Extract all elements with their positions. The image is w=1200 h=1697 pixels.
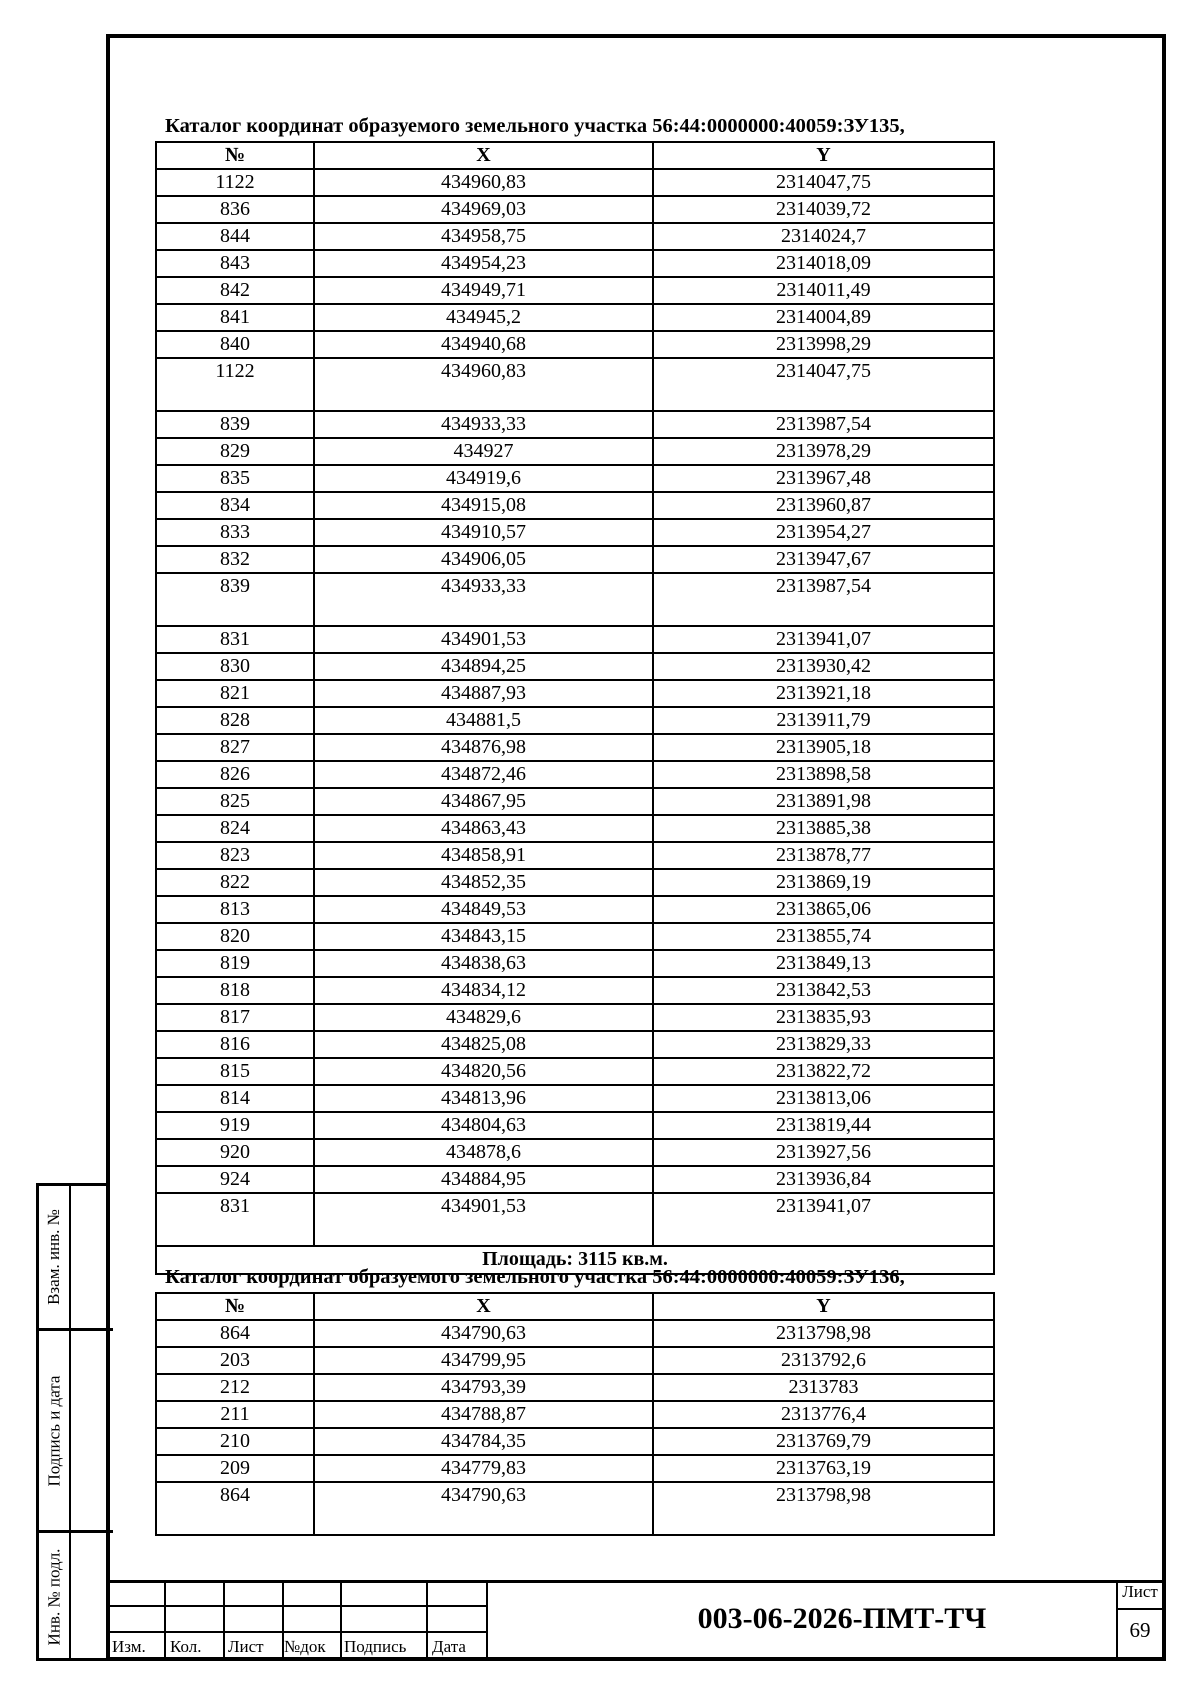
y-coordinate-cell: 2313921,18 (653, 680, 994, 707)
x-coordinate-cell: 434969,03 (314, 196, 653, 223)
y-coordinate-cell: 2314018,09 (653, 250, 994, 277)
point-number-cell: 843 (156, 250, 314, 277)
y-coordinate-cell: 2314011,49 (653, 277, 994, 304)
y-coordinate-cell: 2313822,72 (653, 1058, 994, 1085)
point-number-cell: 920 (156, 1139, 314, 1166)
point-number-cell: 833 (156, 519, 314, 546)
catalog-1-table (155, 141, 995, 1275)
y-coordinate-cell: 2313865,06 (653, 896, 994, 923)
point-number-cell: 836 (156, 196, 314, 223)
point-number-cell: 816 (156, 1031, 314, 1058)
table-row (156, 438, 994, 465)
x-coordinate-cell: 434933,33 (314, 411, 653, 438)
y-coordinate-cell: 2313967,48 (653, 465, 994, 492)
y-coordinate-cell: 2313998,29 (653, 331, 994, 358)
table-row (156, 1085, 994, 1112)
x-coordinate-cell: 434919,6 (314, 465, 653, 492)
x-coordinate-cell: 434843,15 (314, 923, 653, 950)
y-coordinate-cell: 2314039,72 (653, 196, 994, 223)
y-coordinate-cell: 2313869,19 (653, 869, 994, 896)
point-number-cell: 817 (156, 1004, 314, 1031)
y-coordinate-cell: 2313835,93 (653, 1004, 994, 1031)
point-number-cell: 1122 (156, 358, 314, 411)
x-coordinate-cell: 434915,08 (314, 492, 653, 519)
y-coordinate-cell: 2313898,58 (653, 761, 994, 788)
table-row (156, 815, 994, 842)
y-coordinate-cell: 2313954,27 (653, 519, 994, 546)
table-row (156, 169, 994, 196)
y-coordinate-cell: 2313941,07 (653, 626, 994, 653)
x-coordinate-cell: 434945,2 (314, 304, 653, 331)
point-number-cell: 211 (156, 1401, 314, 1428)
table-row (156, 1320, 994, 1347)
y-coordinate-cell: 2313819,44 (653, 1112, 994, 1139)
y-coordinate-cell: 2313927,56 (653, 1139, 994, 1166)
table-row (156, 304, 994, 331)
table-row (156, 1058, 994, 1085)
point-number-cell: 831 (156, 1193, 314, 1246)
y-coordinate-cell: 2313798,98 (653, 1320, 994, 1347)
x-coordinate-cell: 434960,83 (314, 358, 653, 411)
point-number-cell: 826 (156, 761, 314, 788)
x-coordinate-cell: 434901,53 (314, 1193, 653, 1246)
table-row (156, 411, 994, 438)
x-coordinate-cell: 434799,95 (314, 1347, 653, 1374)
y-coordinate-cell: 2313769,79 (653, 1428, 994, 1455)
table-row (156, 1166, 994, 1193)
point-number-cell: 210 (156, 1428, 314, 1455)
table-row (156, 761, 994, 788)
title-block-label-ndok: №док (284, 1637, 326, 1656)
y-coordinate-cell: 2313829,33 (653, 1031, 994, 1058)
y-coordinate-cell: 2313891,98 (653, 788, 994, 815)
side-stamp-inv-orig (39, 1533, 113, 1661)
x-coordinate-cell: 434852,35 (314, 869, 653, 896)
y-coordinate-cell: 2313849,13 (653, 950, 994, 977)
point-number-cell: 825 (156, 788, 314, 815)
point-number-cell: 829 (156, 438, 314, 465)
table-row (156, 1428, 994, 1455)
point-number-cell: 864 (156, 1482, 314, 1535)
x-coordinate-cell: 434858,91 (314, 842, 653, 869)
table-row (156, 277, 994, 304)
x-coordinate-cell: 434872,46 (314, 761, 653, 788)
x-coordinate-cell: 434790,63 (314, 1482, 653, 1535)
table-row (156, 1374, 994, 1401)
title-block (110, 1580, 1162, 1657)
point-number-cell: 834 (156, 492, 314, 519)
x-coordinate-cell: 434813,96 (314, 1085, 653, 1112)
y-coordinate-cell: 2313842,53 (653, 977, 994, 1004)
point-number-cell: 924 (156, 1166, 314, 1193)
table-row (156, 465, 994, 492)
point-number-cell: 842 (156, 277, 314, 304)
point-number-cell: 844 (156, 223, 314, 250)
table-row (156, 977, 994, 1004)
title-block-label-kol: Кол. (170, 1637, 202, 1656)
point-number-cell: 822 (156, 869, 314, 896)
table-row (156, 707, 994, 734)
point-number-cell: 818 (156, 977, 314, 1004)
x-coordinate-cell: 434894,25 (314, 653, 653, 680)
x-coordinate-cell: 434779,83 (314, 1455, 653, 1482)
y-coordinate-cell: 2314047,75 (653, 169, 994, 196)
table-row (156, 492, 994, 519)
header-x: X (314, 142, 653, 169)
y-coordinate-cell: 2313885,38 (653, 815, 994, 842)
x-coordinate-cell: 434793,39 (314, 1374, 653, 1401)
x-coordinate-cell: 434784,35 (314, 1428, 653, 1455)
x-coordinate-cell: 434958,75 (314, 223, 653, 250)
y-coordinate-cell: 2314047,75 (653, 358, 994, 411)
point-number-cell: 821 (156, 680, 314, 707)
title-block-label-signature: Подпись (344, 1637, 407, 1656)
table-row (156, 1347, 994, 1374)
point-number-cell: 814 (156, 1085, 314, 1112)
header-number: № (156, 142, 314, 169)
y-coordinate-cell: 2313930,42 (653, 653, 994, 680)
point-number-cell: 864 (156, 1320, 314, 1347)
point-number-cell: 841 (156, 304, 314, 331)
x-coordinate-cell: 434838,63 (314, 950, 653, 977)
table-row (156, 680, 994, 707)
x-coordinate-cell: 434863,43 (314, 815, 653, 842)
x-coordinate-cell: 434820,56 (314, 1058, 653, 1085)
table-row (156, 896, 994, 923)
x-coordinate-cell: 434927 (314, 438, 653, 465)
y-coordinate-cell: 2313941,07 (653, 1193, 994, 1246)
point-number-cell: 827 (156, 734, 314, 761)
x-coordinate-cell: 434933,33 (314, 573, 653, 626)
table-row (156, 573, 994, 626)
table-header-row (156, 1293, 994, 1320)
y-coordinate-cell: 2313763,19 (653, 1455, 994, 1482)
table-row (156, 788, 994, 815)
table-row (156, 223, 994, 250)
y-coordinate-cell: 2313798,98 (653, 1482, 994, 1535)
x-coordinate-cell: 434906,05 (314, 546, 653, 573)
title-block-label-list: Лист (228, 1637, 264, 1656)
table-row (156, 1031, 994, 1058)
x-coordinate-cell: 434804,63 (314, 1112, 653, 1139)
side-stamp-sign-date (39, 1331, 113, 1533)
table-row (156, 519, 994, 546)
side-stamp-sign-date-label: Подпись и дата (44, 1375, 63, 1486)
document-code: 003-06-2026-ПМТ-ТЧ (697, 1602, 987, 1635)
point-number-cell: 820 (156, 923, 314, 950)
point-number-cell: 823 (156, 842, 314, 869)
x-coordinate-cell: 434887,93 (314, 680, 653, 707)
table-row (156, 950, 994, 977)
side-stamp-replace-inv (39, 1186, 113, 1331)
table-row (156, 1193, 994, 1246)
point-number-cell: 839 (156, 573, 314, 626)
y-coordinate-cell: 2313783 (653, 1374, 994, 1401)
point-number-cell: 832 (156, 546, 314, 573)
x-coordinate-cell: 434881,5 (314, 707, 653, 734)
y-coordinate-cell: 2313905,18 (653, 734, 994, 761)
x-coordinate-cell: 434849,53 (314, 896, 653, 923)
point-number-cell: 212 (156, 1374, 314, 1401)
title-block-label-date: Дата (432, 1637, 466, 1656)
point-number-cell: 209 (156, 1455, 314, 1482)
table-row (156, 331, 994, 358)
table-row (156, 1401, 994, 1428)
table-row (156, 250, 994, 277)
x-coordinate-cell: 434878,6 (314, 1139, 653, 1166)
point-number-cell: 1122 (156, 169, 314, 196)
y-coordinate-cell: 2313987,54 (653, 573, 994, 626)
table-row (156, 1112, 994, 1139)
y-coordinate-cell: 2313855,74 (653, 923, 994, 950)
sheet-label: Лист (1122, 1582, 1158, 1601)
x-coordinate-cell: 434788,87 (314, 1401, 653, 1428)
side-stamp-replace-inv-label: Взам. инв. № (44, 1209, 63, 1305)
title-block-label-izm: Изм. (112, 1637, 146, 1656)
header-y: Y (653, 1293, 994, 1320)
point-number-cell: 919 (156, 1112, 314, 1139)
x-coordinate-cell: 434940,68 (314, 331, 653, 358)
point-number-cell: 831 (156, 626, 314, 653)
x-coordinate-cell: 434954,23 (314, 250, 653, 277)
y-coordinate-cell: 2313978,29 (653, 438, 994, 465)
x-coordinate-cell: 434790,63 (314, 1320, 653, 1347)
point-number-cell: 813 (156, 896, 314, 923)
point-number-cell: 839 (156, 411, 314, 438)
y-coordinate-cell: 2314024,7 (653, 223, 994, 250)
y-coordinate-cell: 2313947,67 (653, 546, 994, 573)
y-coordinate-cell: 2314004,89 (653, 304, 994, 331)
x-coordinate-cell: 434884,95 (314, 1166, 653, 1193)
x-coordinate-cell: 434825,08 (314, 1031, 653, 1058)
table-row (156, 1139, 994, 1166)
table-row (156, 546, 994, 573)
x-coordinate-cell: 434834,12 (314, 977, 653, 1004)
table-row (156, 869, 994, 896)
y-coordinate-cell: 2313960,87 (653, 492, 994, 519)
table-row (156, 626, 994, 653)
area-value: Площадь: 3115 кв.м. (156, 1246, 994, 1274)
header-y: Y (653, 142, 994, 169)
side-stamp (36, 1183, 110, 1661)
point-number-cell: 815 (156, 1058, 314, 1085)
catalog-2-title: Каталог координат образуемого земельного участка 56:44:0000000:40059:ЗУ136, (165, 1266, 905, 1288)
table-row (156, 1455, 994, 1482)
y-coordinate-cell: 2313936,84 (653, 1166, 994, 1193)
point-number-cell: 840 (156, 331, 314, 358)
header-x: X (314, 1293, 653, 1320)
x-coordinate-cell: 434829,6 (314, 1004, 653, 1031)
header-number: № (156, 1293, 314, 1320)
x-coordinate-cell: 434867,95 (314, 788, 653, 815)
catalog-1-title: Каталог координат образуемого земельного участка 56:44:0000000:40059:ЗУ135, (165, 115, 905, 137)
catalog-2-table (155, 1292, 995, 1536)
y-coordinate-cell: 2313878,77 (653, 842, 994, 869)
y-coordinate-cell: 2313987,54 (653, 411, 994, 438)
table-row (156, 358, 994, 411)
x-coordinate-cell: 434910,57 (314, 519, 653, 546)
table-row (156, 1004, 994, 1031)
side-stamp-inv-orig-label: Инв. № подл. (44, 1548, 63, 1646)
table-row (156, 1482, 994, 1535)
y-coordinate-cell: 2313911,79 (653, 707, 994, 734)
point-number-cell: 828 (156, 707, 314, 734)
table-row (156, 196, 994, 223)
y-coordinate-cell: 2313792,6 (653, 1347, 994, 1374)
table-row (156, 653, 994, 680)
table-header-row (156, 142, 994, 169)
x-coordinate-cell: 434960,83 (314, 169, 653, 196)
x-coordinate-cell: 434876,98 (314, 734, 653, 761)
point-number-cell: 824 (156, 815, 314, 842)
sheet-number: 69 (1129, 1618, 1151, 1642)
y-coordinate-cell: 2313776,4 (653, 1401, 994, 1428)
table-row (156, 842, 994, 869)
x-coordinate-cell: 434949,71 (314, 277, 653, 304)
point-number-cell: 819 (156, 950, 314, 977)
x-coordinate-cell: 434901,53 (314, 626, 653, 653)
y-coordinate-cell: 2313813,06 (653, 1085, 994, 1112)
table-row (156, 734, 994, 761)
point-number-cell: 835 (156, 465, 314, 492)
point-number-cell: 830 (156, 653, 314, 680)
point-number-cell: 203 (156, 1347, 314, 1374)
table-row (156, 923, 994, 950)
